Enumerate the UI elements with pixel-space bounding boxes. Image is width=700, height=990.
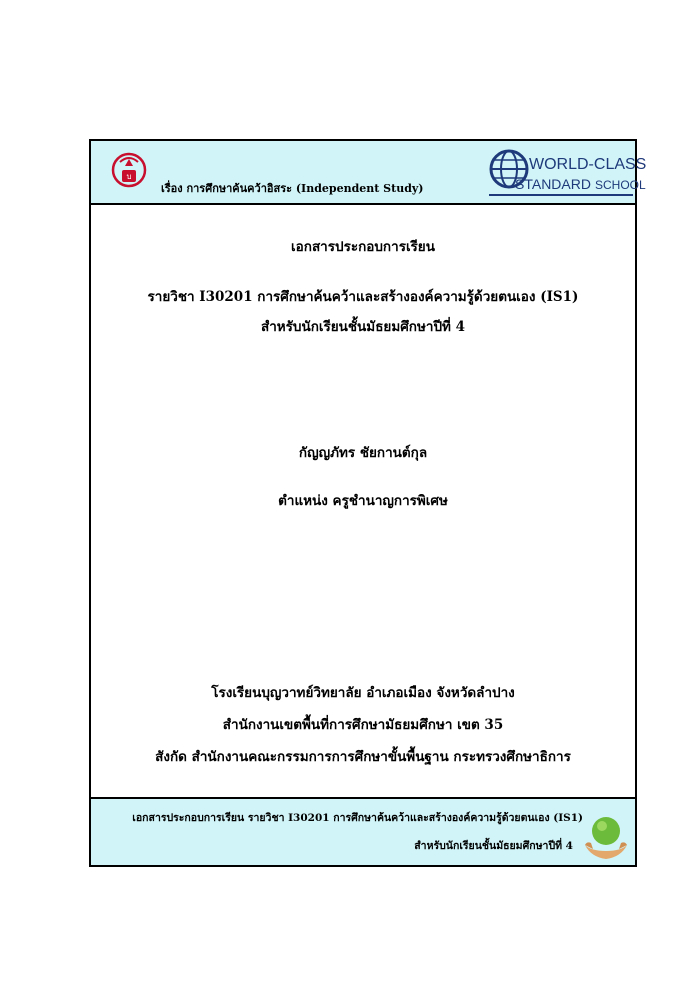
affiliation: สังกัด สำนักงานคณะกรรมการการศึกษาขั้นพื้นฐาน กระทรวงศึกษาธิการ: [155, 749, 571, 765]
brand-word-2: STANDARD: [515, 176, 591, 192]
header-band: [91, 141, 647, 205]
audience-line: สำหรับนักเรียนชั้นมัธยมศึกษาปีที่ 4: [260, 319, 466, 335]
document-page: [89, 139, 647, 867]
header-title: เรื่อง การศึกษาค้นคว้าอิสระ (Independent Study): [161, 182, 424, 195]
brand-word-3: SCHOOL: [595, 178, 646, 192]
world-class-school-logo: [487, 145, 647, 201]
document-heading: เอกสารประกอบการเรียน: [291, 239, 435, 255]
school-name: โรงเรียนบุญวาทย์วิทยาลัย อำเภอเมือง จังหวัดลำปาง: [211, 685, 515, 701]
document-body: [91, 205, 635, 801]
school-emblem-icon: [111, 150, 147, 190]
subject-title: รายวิชา I30201 การศึกษาค้นคว้าและสร้างองค์ความรู้ด้วยตนเอง (IS1): [147, 289, 579, 305]
footer-band: [91, 797, 635, 865]
area-office: สำนักงานเขตพื้นที่การศึกษามัธยมศึกษา เขต 35: [222, 717, 504, 733]
hands-globe-icon: [581, 811, 631, 863]
brand-word-1: WORLD-CLASS: [529, 156, 647, 173]
footer-line-1: เอกสารประกอบการเรียน รายวิชา I30201 การศึกษาค้นคว้าและสร้างองค์ความรู้ด้วยตนเอง (IS1): [132, 812, 583, 824]
footer-line-2: สำหรับนักเรียนชั้นมัธยมศึกษาปีที่ 4: [414, 840, 573, 852]
author-position: ตำแหน่ง ครูชำนาญการพิเศษ: [278, 493, 448, 509]
svg-text:บ: บ: [126, 172, 132, 181]
author-name: กัญญภัทร ชัยกานต์กุล: [298, 445, 428, 461]
